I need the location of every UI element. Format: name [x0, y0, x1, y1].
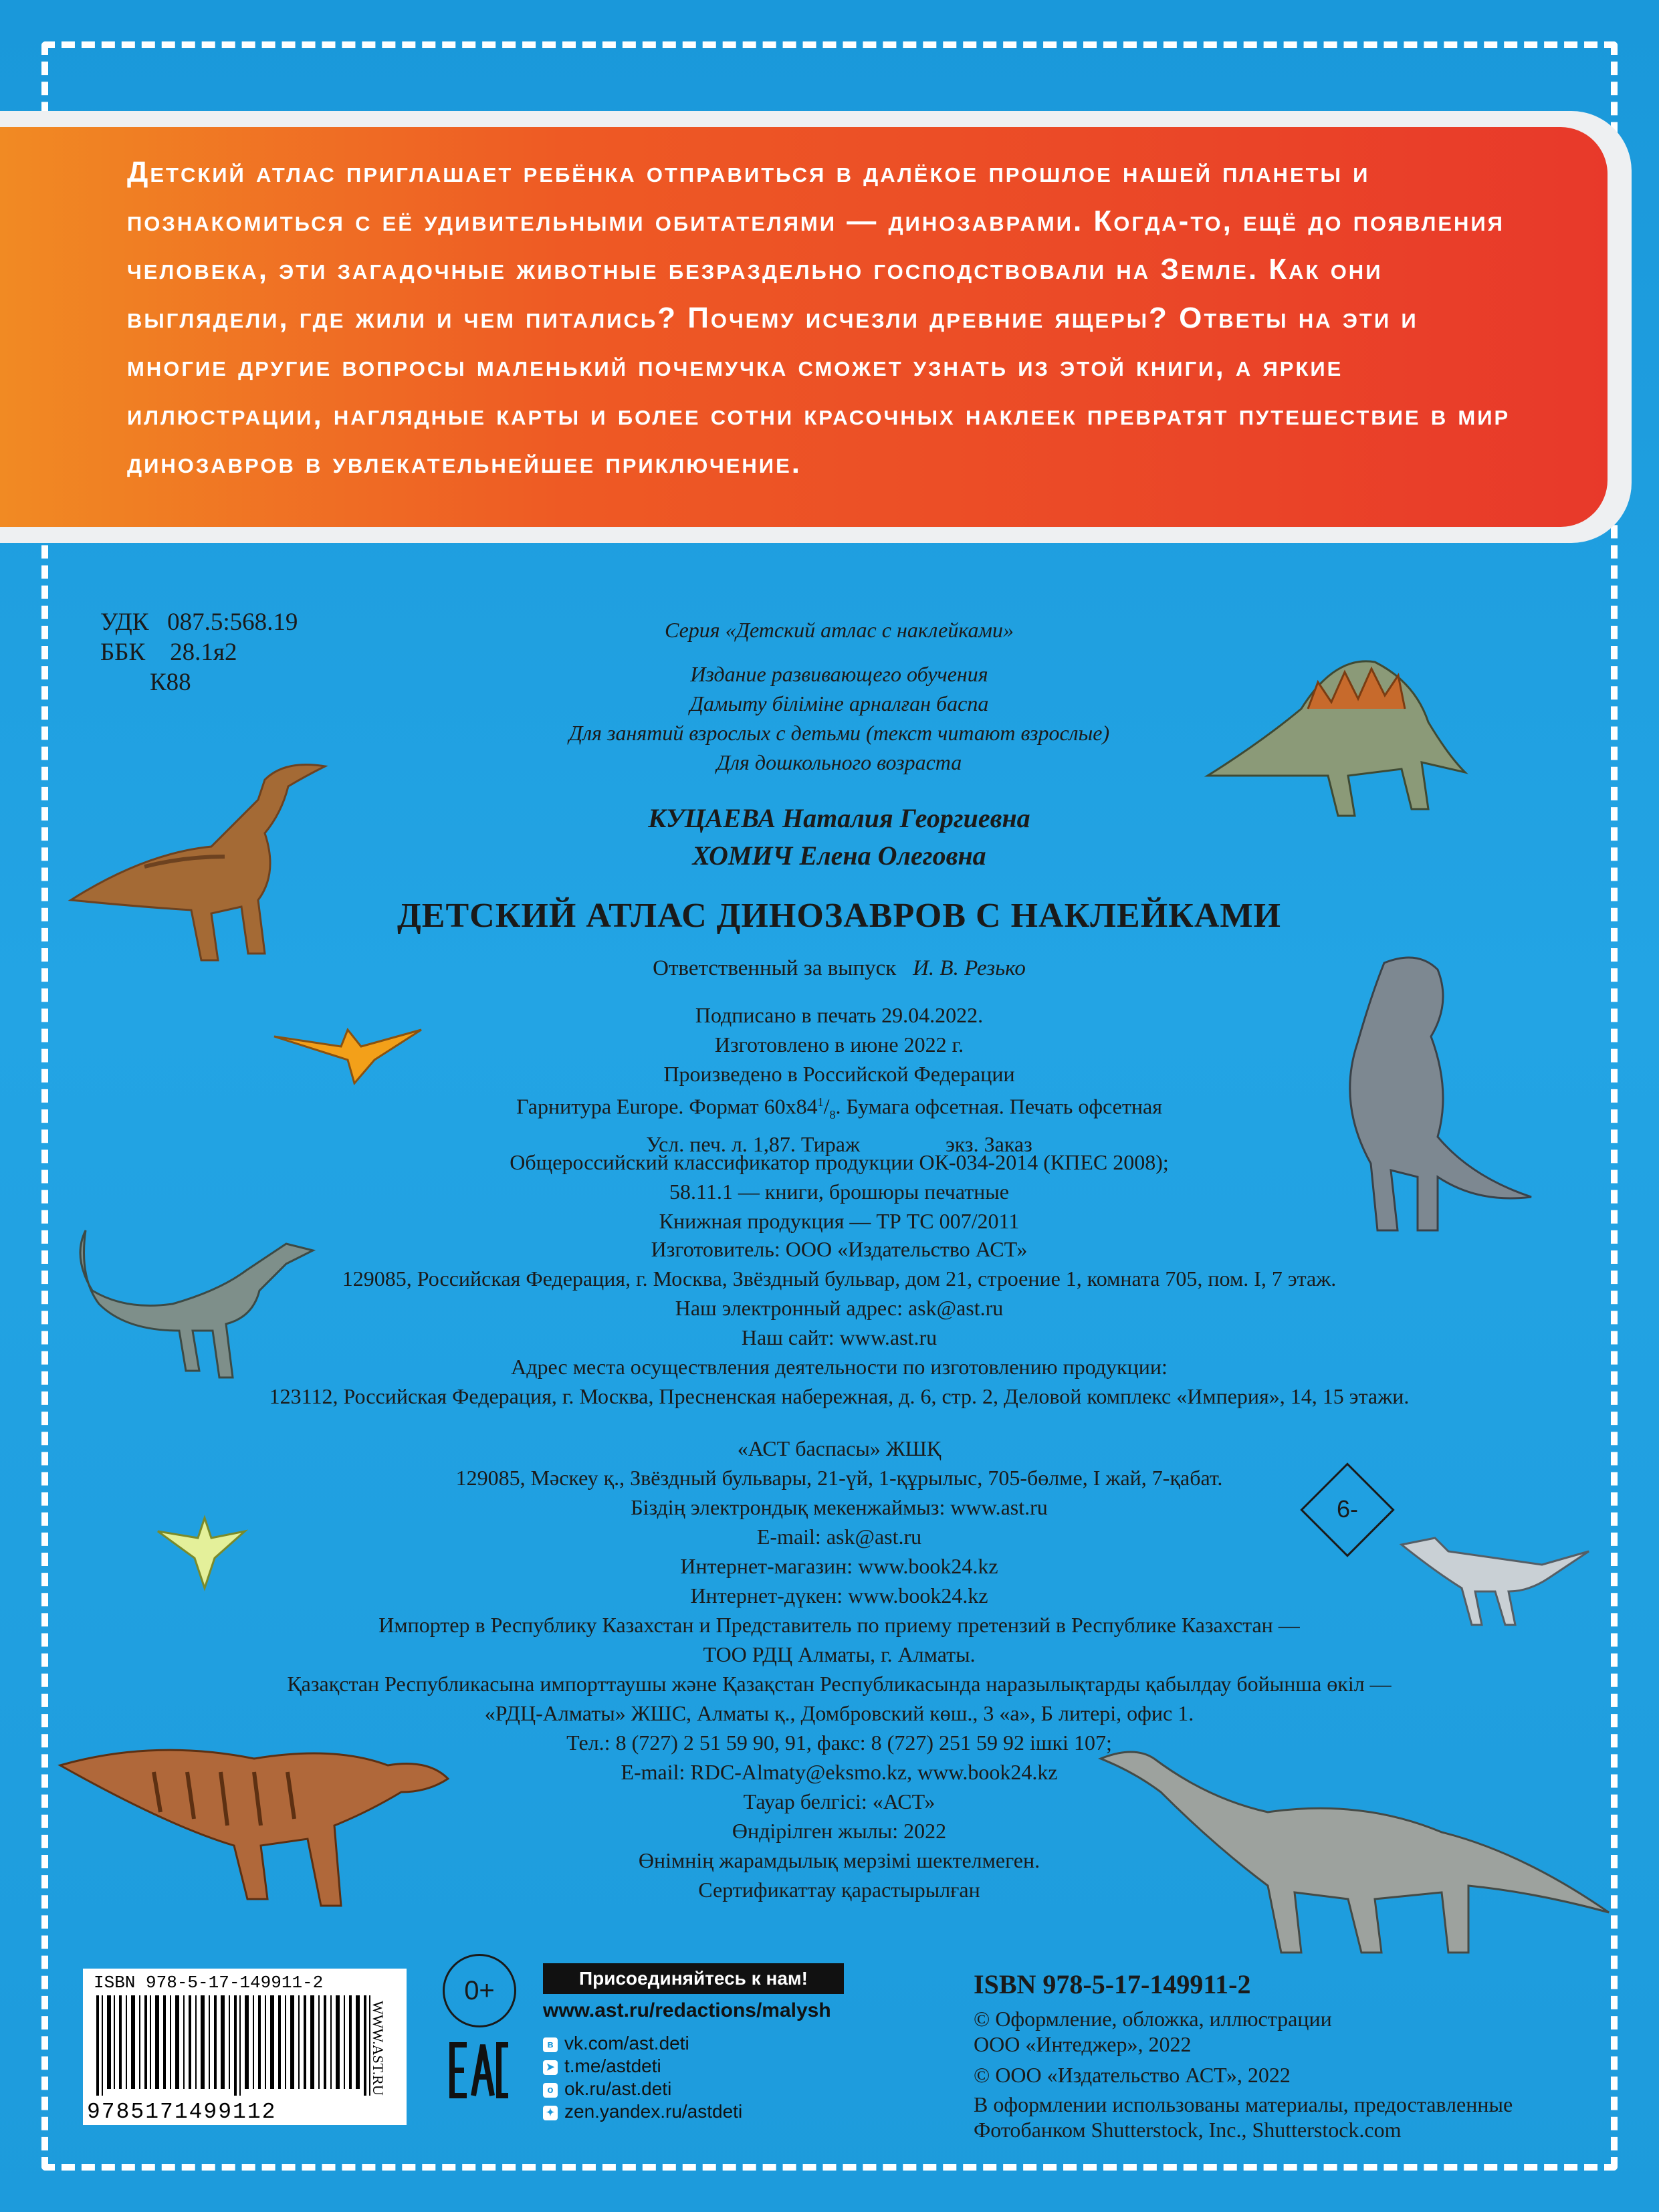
kz-line: Тел.: 8 (727) 2 51 59 90, 91, факс: 8 (727) 251 59 92 ішкі 107; [566, 1731, 1112, 1755]
odnoklassniki-icon: о [543, 2083, 558, 2098]
kz-line: «РДЦ-Алматы» ЖШС, Алматы қ., Домбровский көш., 3 «а», Б литері, офис 1. [484, 1701, 1194, 1725]
edition-line: Дамыту біліміне арналған баспа [689, 691, 989, 715]
zen-icon: ✦ [543, 2106, 558, 2120]
isbn: ISBN 978-5-17-149911-2 [974, 1969, 1251, 1999]
kz-line: Сертификаттау қарастырылған [698, 1878, 980, 1902]
kz-line: 129085, Мәскеу қ., Звёздный бульвары, 21-үй, 1-құрылыс, 705-бөлме, I жай, 7-қабат. [455, 1466, 1223, 1490]
author-mark: К88 [100, 669, 191, 696]
print-run: Усл. печ. л. 1,87. Тираж экз. Заказ [646, 1132, 1032, 1157]
social-link-telegram[interactable] [543, 2056, 661, 2077]
parasaurolophus-image [64, 740, 345, 967]
social-link-vk[interactable] [543, 2033, 689, 2054]
responsible [201, 956, 1478, 981]
eac-mark-icon [447, 2038, 511, 2102]
printing-line: Подписано в печать 29.04.2022. [695, 1003, 984, 1027]
age-badge: 6- [1336, 1495, 1358, 1523]
barcode-digits: 9785171499112 [87, 2100, 277, 2124]
edition-line: Для дошкольного возраста [716, 750, 962, 774]
kz-line: Өндірілген жылы: 2022 [732, 1819, 947, 1843]
barcode-side-text: WWW.AST.RU [370, 2001, 386, 2096]
kz-line: Интернет-магазин: www.book24.kz [680, 1554, 998, 1578]
age-rating-icon: 0+ [443, 1954, 516, 2027]
spinosaurus-image [1317, 943, 1538, 1237]
manufacturer-line: 123112, Российская Федерация, г. Москва, Пресненская набережная, д. 6, стр. 2, Деловой комплекс «Империя», 14, 15 этажи. [269, 1384, 1410, 1408]
edition-line: Издание развивающего обучения [690, 662, 988, 686]
stegosaurus-image [1201, 635, 1468, 822]
social-link-zen[interactable] [543, 2101, 742, 2122]
pterosaur-green-image [151, 1511, 251, 1591]
small-raptor-image [1395, 1525, 1595, 1632]
iguanodon-image [53, 1712, 455, 1912]
manufacturer-line: Адрес места осуществления деятельности по изготовлению продукции: [511, 1355, 1168, 1379]
description-text: Детский атлас приглашает ребёнка отправиться в далёкое прошлое нашей планеты и познакомиться с её удивительными обитателями — динозаврами. Когда-то, ещё до появления человека, эти загадочные животные безраздельно господствовали на Земле. Как они выглядели, где жили и чем питались? Почему исчезли древние ящеры? Ответы на эти и многие другие вопросы маленький почемучка сможет узнать из этой книги, а яркие иллюстрации, наглядные карты и более сотни красочных наклеек превратят путешествие в мир динозавров в увлекательнейшее приключение. [127, 156, 1511, 479]
manufacturer-line: 129085, Российская Федерация, г. Москва, Звёздный бульвар, дом 21, строение 1, комната 705, пом. I, 7 этаж. [342, 1266, 1337, 1291]
book-title: ДЕТСКИЙ АТЛАС ДИНОЗАВРОВ С НАКЛЕЙКАМИ [397, 897, 1281, 935]
sauropod-image [1094, 1739, 1616, 1959]
eac-mark-text: ЕАС [447, 2038, 448, 2039]
copyright-line: В оформлении использованы материалы, предоставленные [974, 2092, 1513, 2116]
copyright-line: © ООО «Издательство АСТ», 2022 [974, 2063, 1291, 2087]
edition-line: Для занятий взрослых с детьми (текст читают взрослые) [568, 721, 1110, 745]
classifier-line: Книжная продукция — ТР ТС 007/2011 [659, 1209, 1020, 1233]
vk-icon: в [543, 2037, 558, 2052]
social-link-label: zen.yandex.ru/astdeti [564, 2101, 743, 2122]
format-sub: 8 [829, 1108, 836, 1122]
manufacturer-line: Изготовитель: ООО «Издательство АСТ» [651, 1237, 1028, 1261]
manufacturer-line: Наш электронный адрес: ask@ast.ru [675, 1296, 1004, 1320]
copyright-line: ООО «Интеджер», 2022 [974, 2032, 1192, 2056]
telegram-icon: ➤ [543, 2060, 558, 2075]
format-post: . Бумага офсетная. Печать офсетная [835, 1094, 1162, 1119]
author-name: ХОМИЧ Елена Олеговна [692, 841, 986, 871]
responsible-name: И. В. Резько [913, 956, 1026, 980]
kz-line: Интернет-дүкен: www.book24.kz [690, 1583, 988, 1608]
kz-line: E-mail: RDC-Almaty@eksmo.kz, www.book24.kz [621, 1760, 1058, 1784]
printing-line: Изготовлено в июне 2022 г. [714, 1032, 964, 1057]
udk: УДК 087.5:568.19 [100, 609, 298, 636]
author-name: КУЦАЕВА Наталия Георгиевна [648, 803, 1030, 833]
social-link-label: t.me/astdeti [564, 2056, 661, 2076]
classifier-line: Общероссийский классификатор продукции ОК-034-2014 (КПЕС 2008); [510, 1150, 1169, 1174]
kz-line: Өнімнің жарамдылық мерзімі шектелмеген. [638, 1848, 1040, 1872]
responsible-label: Ответственный за выпуск [653, 956, 897, 980]
social-link-ok[interactable] [543, 2078, 671, 2100]
series: Серия «Детский атлас с наклейками» [665, 618, 1014, 642]
printing-line: Произведено в Российской Федерации [663, 1062, 1015, 1086]
kz-line: Біздің электрондық мекенжаймыз: www.ast.ru [631, 1495, 1048, 1519]
social-link-label: vk.com/ast.deti [564, 2033, 689, 2054]
pteranodon-orange-image [267, 1010, 428, 1090]
format-line: Гарнитура Europe. Формат $60х84^1/_8$. Бумага офсетная. Печать офсетная [516, 1094, 1162, 1122]
kz-line: E-mail: ask@ast.ru [756, 1525, 922, 1549]
raptor-image [66, 1217, 346, 1391]
kz-line: «АСТ баспасы» ЖШҚ [737, 1436, 942, 1460]
barcode-isbn: ISBN 978-5-17-149911-2 [94, 1973, 324, 1993]
join-banner: Присоединяйтесь к нам! [543, 1963, 844, 1994]
manufacturer-line: Наш сайт: www.ast.ru [741, 1325, 937, 1349]
site-link[interactable]: www.ast.ru/redactions/malysh [543, 1999, 831, 2021]
manufacturer-block [201, 1234, 1478, 1411]
copyright-line: Фотобанком Shutterstock, Inc., Shutterstock.com [974, 2118, 1402, 2142]
copyright-line: © Оформление, обложка, иллюстрации [974, 2007, 1332, 2031]
format-sup: 1 [817, 1095, 824, 1109]
bbk: ББК 28.1я2 [100, 639, 237, 666]
classifier-block [201, 1147, 1478, 1236]
kz-line: Импортер в Республику Казахстан и Представитель по приему претензий в Республике Казахстан — [378, 1613, 1300, 1637]
social-link-label: ok.ru/ast.deti [564, 2078, 672, 2099]
format-pre: Гарнитура Europe. Формат 60х84 [516, 1094, 818, 1119]
kz-line: Тауар белгісі: «АСТ» [743, 1789, 935, 1813]
classifier-line: 58.11.1 — книги, брошюры печатные [669, 1180, 1009, 1204]
kz-line: ТОО РДЦ Алматы, г. Алматы. [703, 1642, 976, 1666]
kz-line: Қазақстан Республикасына импорттаушы және Қазақстан Республикасында наразылықтарды қабылдау бойынша өкіл — [287, 1672, 1392, 1696]
